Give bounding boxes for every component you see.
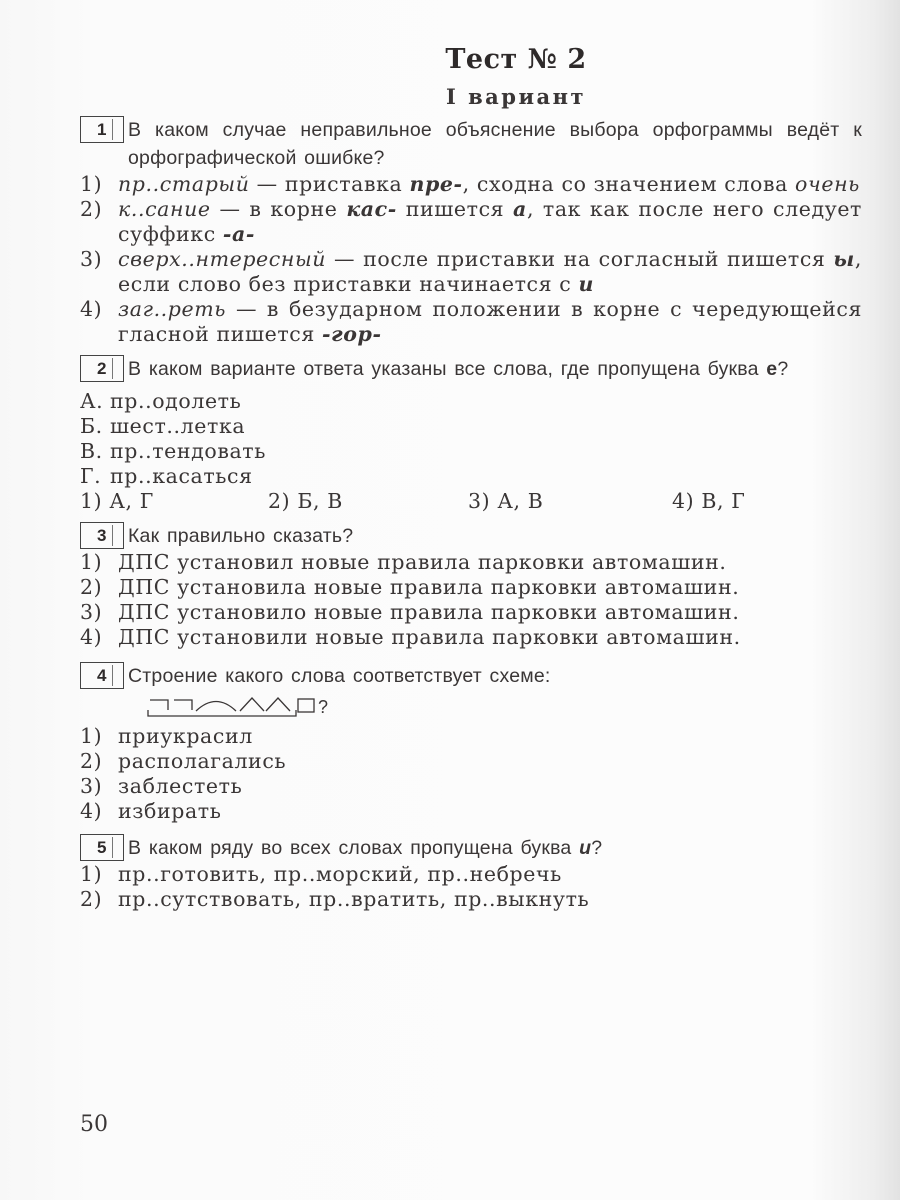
question-number-badge: 5 xyxy=(80,834,124,861)
answer-option[interactable]: 1) пр..готовить, пр..морский, пр..небречь xyxy=(80,862,562,886)
question-number-badge: 4 xyxy=(80,662,124,689)
answer-options xyxy=(80,724,862,824)
answer-option[interactable]: 2) пр..сутствовать, пр..вратить, пр..выкнуть xyxy=(80,887,590,911)
question-header xyxy=(80,834,862,862)
answer-option[interactable]: 1) ДПС установил новые правила парковки автомашин. xyxy=(80,550,727,574)
page-number: 50 xyxy=(80,1112,108,1137)
question-2 xyxy=(80,355,862,514)
question-text: Как правильно сказать? xyxy=(128,525,354,547)
answer-option[interactable]: 1) А, Г xyxy=(80,489,154,513)
word-list xyxy=(80,389,862,489)
answer-option[interactable]: 2) Б, В xyxy=(268,489,343,513)
answer-options-row xyxy=(80,489,862,514)
answer-option[interactable]: 3) сверх..нтересный — после приставки на согласный пишется ы, если слово без приставки начинается с и xyxy=(80,247,862,296)
highlighted-letter: и xyxy=(579,837,592,859)
answer-option[interactable]: 4) ДПС установили новые правила парковки автомашин. xyxy=(80,625,741,649)
question-header xyxy=(80,355,862,383)
question-number-badge: 2 xyxy=(80,355,124,382)
question-header xyxy=(80,116,862,172)
answer-option[interactable]: 1) пр..старый — приставка пре-, сходна со значением слова очень xyxy=(80,172,860,196)
answer-option[interactable]: 2) располагались xyxy=(80,749,287,773)
answer-option[interactable]: 4) В, Г xyxy=(672,489,746,513)
question-text: В каком ряду во всех словах пропущена буква и? xyxy=(128,837,603,859)
answer-options xyxy=(80,862,862,912)
answer-option[interactable]: 1) приукрасил xyxy=(80,724,253,748)
question-1 xyxy=(80,116,862,347)
answer-option[interactable]: 3) ДПС установило новые правила парковки автомашин. xyxy=(80,600,740,624)
question-4 xyxy=(80,662,862,824)
answer-option[interactable]: 4) избирать xyxy=(80,799,222,823)
question-header xyxy=(80,662,862,690)
variant-heading: I вариант xyxy=(445,84,587,109)
highlighted-letter: е xyxy=(766,358,778,380)
answer-option[interactable]: 2) к..сание — в корне кас- пишется а, так как после него следует суффикс -а- xyxy=(80,197,862,246)
answer-option[interactable]: 3) А, В xyxy=(468,489,544,513)
answer-option[interactable]: 4) заг..реть — в безударном положении в корне с чередующейся гласной пишется -гор- xyxy=(80,297,862,346)
word-item[interactable]: А. пр..одолеть xyxy=(80,389,242,413)
question-3 xyxy=(80,522,862,650)
answer-option[interactable]: 2) ДПС установила новые правила парковки автомашин. xyxy=(80,575,740,599)
question-text: В каком случае неправильное объяснение выбора орфограммы ведёт к орфографической ошибке? xyxy=(128,119,862,169)
page-title: Тест № 2 xyxy=(445,44,587,75)
question-number-badge: 1 xyxy=(80,116,124,143)
question-header xyxy=(80,522,862,550)
answer-options xyxy=(80,172,862,347)
question-5 xyxy=(80,834,862,912)
question-text: Строение какого слова соответствует схеме: xyxy=(128,665,551,687)
word-item[interactable]: Г. пр..касаться xyxy=(80,464,253,488)
question-text: В каком варианте ответа указаны все слова, где пропущена буква е? xyxy=(128,358,789,380)
answer-options xyxy=(80,550,862,650)
morpheme-scheme-icon xyxy=(146,694,316,720)
question-number-badge: 3 xyxy=(80,522,124,549)
word-item[interactable]: В. пр..тендовать xyxy=(80,439,266,463)
morpheme-schema: ? xyxy=(146,690,862,724)
test-content xyxy=(80,40,862,912)
word-item[interactable]: Б. шест..летка xyxy=(80,414,246,438)
answer-option[interactable]: 3) заблестеть xyxy=(80,774,243,798)
